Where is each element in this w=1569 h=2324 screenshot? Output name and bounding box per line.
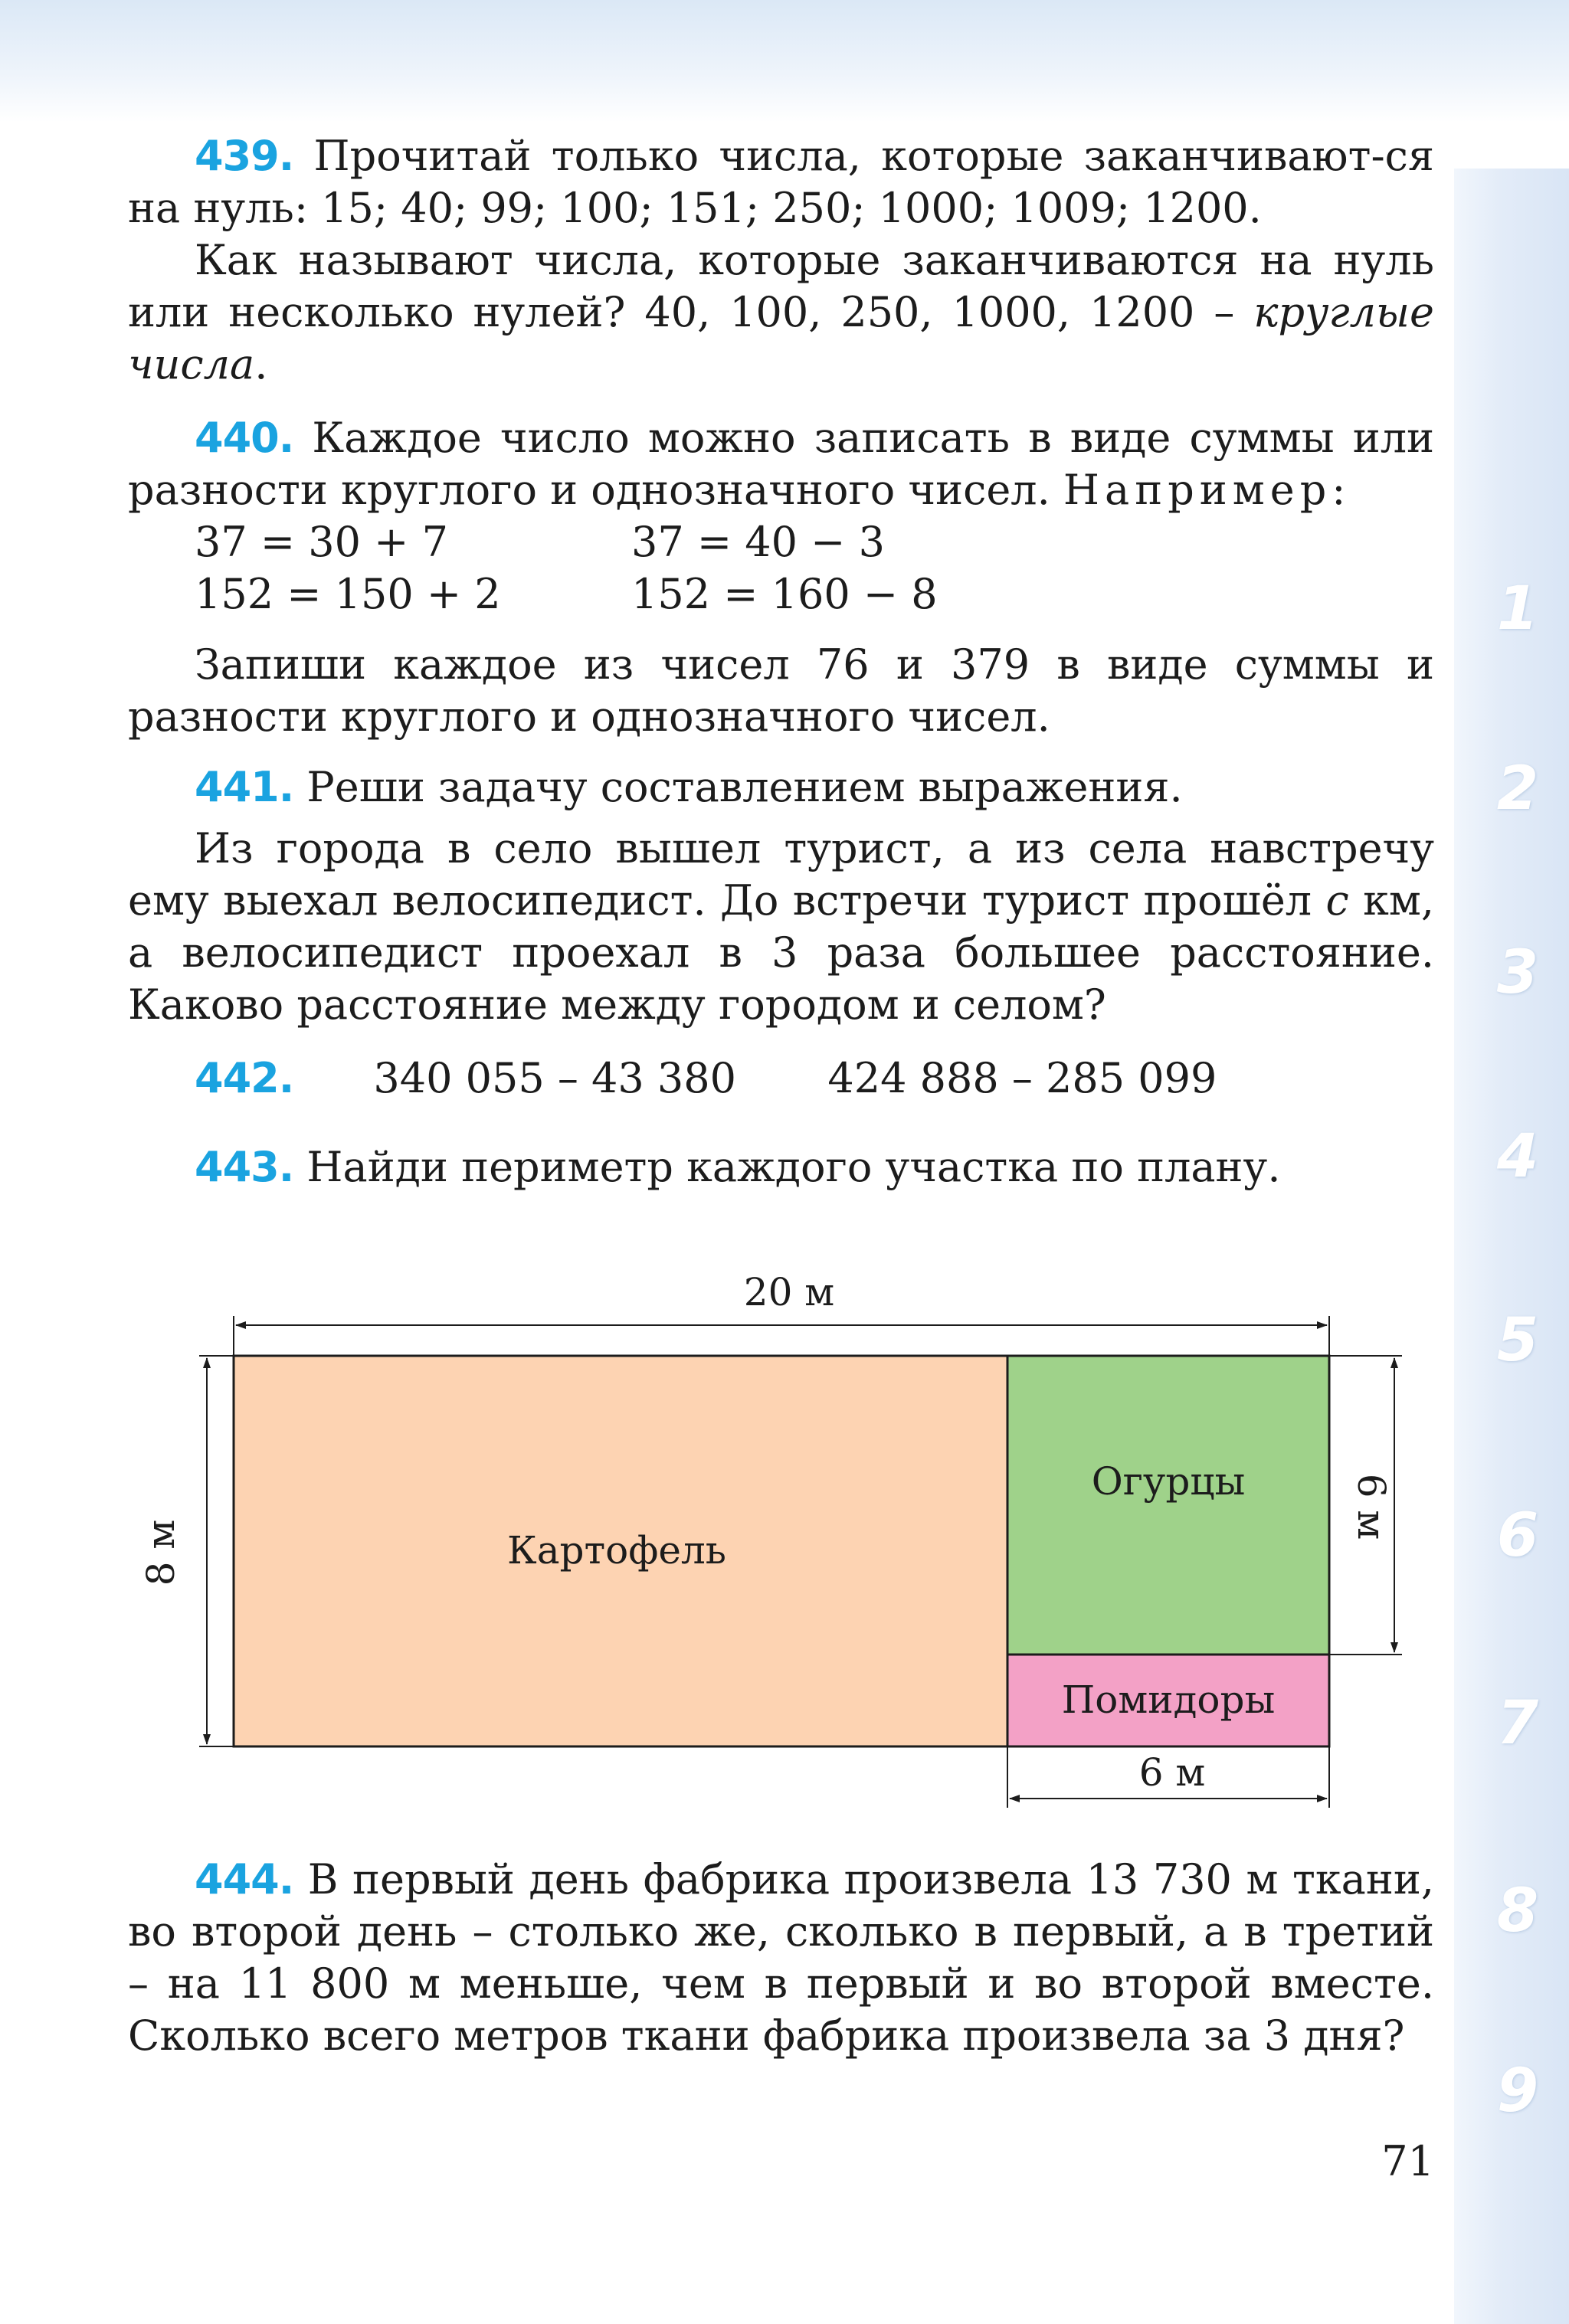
exercise-number: 440. <box>195 414 294 462</box>
page-content-lower <box>128 1854 1434 2062</box>
equation: 37 = 40 − 3 <box>631 518 885 566</box>
exercise-442 <box>128 1052 1434 1105</box>
equation: 152 = 160 − 8 <box>631 570 938 618</box>
side-tab-6: 6 <box>1496 1501 1539 1570</box>
exercise-text: Найди периметр каждого участка по плану. <box>306 1143 1281 1191</box>
equation-grid <box>128 516 1434 620</box>
bottom-dimension-label: 6 м <box>1138 1750 1206 1795</box>
exercise-text: км, а велосипедист проехал в 3 раза большее расстояние. Каково расстояние между городом и селом? <box>128 876 1434 1029</box>
expression: 424 888 – 285 099 <box>827 1054 1217 1102</box>
plan-drawing <box>115 1264 1433 1823</box>
side-tab-7: 7 <box>1496 1689 1539 1758</box>
exercise-number: 439. <box>195 132 294 180</box>
exercise-text: Каждое число можно записать в виде суммы или разности круглого и однозначного чисел. <box>128 414 1434 514</box>
garden-plan-diagram <box>115 1264 1433 1823</box>
equation: 152 = 150 + 2 <box>195 570 501 618</box>
exercise-text: Как называют числа, которые заканчиваются на нуль или несколько нулей? 40, 100, 250, 1000, 1200 – <box>128 236 1434 336</box>
side-tab-4: 4 <box>1496 1122 1539 1191</box>
period: . <box>254 340 268 388</box>
exercise-text: Запиши каждое из чисел 76 и 379 в виде суммы и разности круглого и однозначного чисел. <box>128 640 1434 741</box>
side-tab-3: 3 <box>1496 938 1539 1007</box>
exercise-439 <box>128 130 1434 234</box>
side-tab-5: 5 <box>1496 1306 1539 1375</box>
exercise-number: 441. <box>195 763 294 811</box>
equation: 37 = 30 + 7 <box>195 518 448 566</box>
exercise-440 <box>128 412 1434 516</box>
exercise-443 <box>128 1141 1434 1193</box>
exercise-439-question <box>128 234 1434 391</box>
exercise-441 <box>128 761 1434 813</box>
right-dimension-label: 6 м <box>1349 1473 1394 1540</box>
tomato-label: Помидоры <box>1061 1678 1276 1722</box>
left-dimension-label: 8 м <box>139 1519 183 1586</box>
cucumber-label: Огурцы <box>1091 1459 1246 1504</box>
variable: c <box>1325 876 1349 925</box>
side-tab-8: 8 <box>1496 1877 1539 1946</box>
potato-label: Картофель <box>507 1528 726 1573</box>
exercise-text: Прочитай только числа, которые заканчивают-ся на нуль: 15; 40; 99; 100; 151; 250; 1000; 1009; 1200. <box>128 132 1434 232</box>
example-word: Например: <box>1063 466 1351 514</box>
page-number: 71 <box>1381 2137 1434 2185</box>
side-tab-1: 1 <box>1496 574 1539 643</box>
exercise-text: В первый день фабрика произвела 13 730 м ткани, во второй день – столько же, сколько в первый, а в третий – на 11 800 м меньше, чем в первый и во второй вместе. Сколько всего метров ткани фабрика произвела за 3 дня? <box>128 1855 1434 2060</box>
exercise-number: 444. <box>195 1855 294 1903</box>
exercise-text: Из города в село вышел турист, а из села навстречу ему выехал велосипедист. До встречи турист прошёл <box>128 824 1434 925</box>
page-content <box>128 130 1434 1193</box>
expression: 340 055 – 43 380 <box>373 1054 736 1102</box>
side-tab-9: 9 <box>1496 2057 1539 2126</box>
exercise-444 <box>128 1854 1434 2062</box>
exercise-number: 442. <box>195 1054 294 1102</box>
exercise-number: 443. <box>195 1143 294 1191</box>
side-tab-2: 2 <box>1496 754 1539 823</box>
cucumber-plot <box>1007 1356 1329 1655</box>
exercise-440-task <box>128 639 1434 743</box>
top-band <box>0 0 1569 123</box>
side-tab-band <box>1454 169 1569 2324</box>
exercise-text: Реши задачу составлением выражения. <box>306 763 1183 811</box>
exercise-441-problem <box>128 823 1434 1031</box>
top-dimension-label: 20 м <box>743 1270 835 1314</box>
term-italic: круглые числа <box>128 288 1434 388</box>
